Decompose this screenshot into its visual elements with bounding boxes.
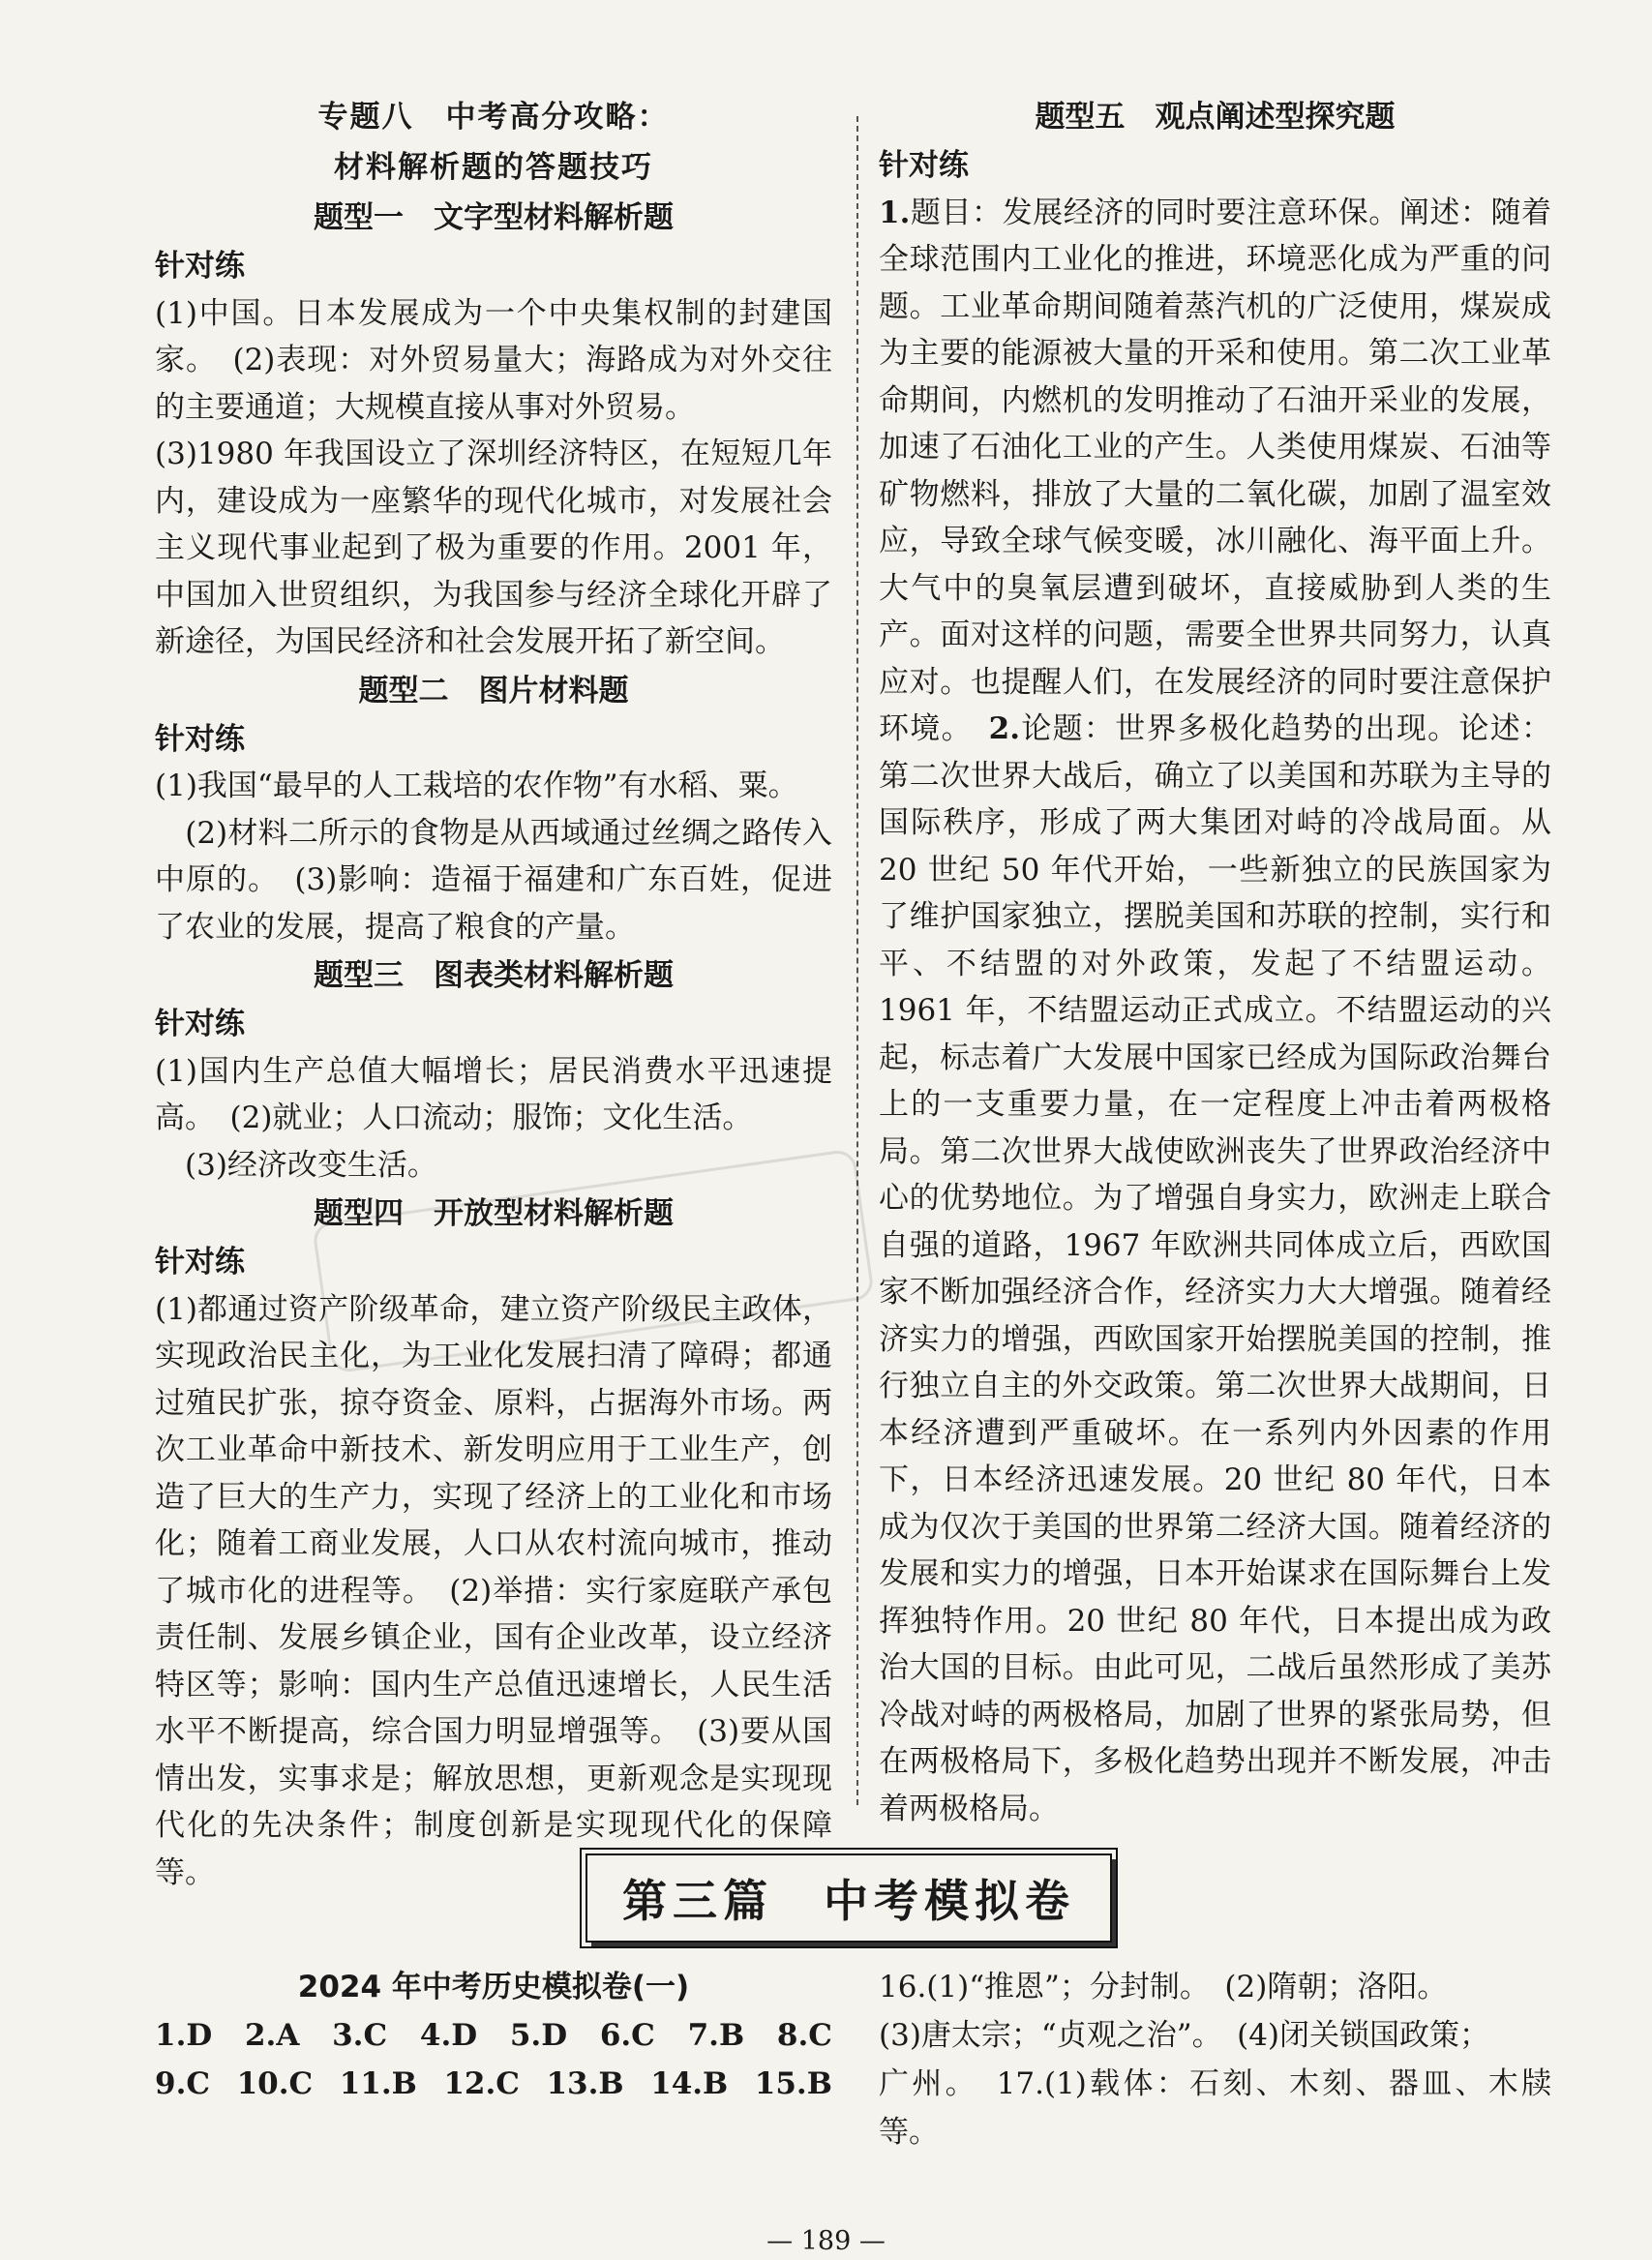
answer-item: 10.C: [236, 2066, 314, 2101]
section-heading-5: 题型五 观点阐述型探究题: [1035, 100, 1396, 135]
answer-line: 广州。 17.(1)载体：石刻、木刻、器皿、木牍等。: [879, 2066, 1551, 2150]
answer-item: 12.C: [443, 2066, 520, 2101]
item-text: 论题：世界多极化趋势的出现。论述：第二次世界大战后，确立了以美国和苏联为主导的国际秩序，形成了两大集团对峙的冷战局面。从 20 世纪 50 年代开始，一些新独立的民族国家为了维护国家独立，摆脱美国和苏联的控制，实行和平、不结盟的对外政策，发起了不结盟运动。1961 年，不结盟运动正式成立。不结盟运动的兴起，标志着广大发展中国家已经成为国际政治舞台上的一支重要力量，在一定程度上冲击着两极格局。第二次世界大战使欧洲丧失了世界政治经济中心的优势地位。为了增强自身实力，欧洲走上联合自强的道路，1967 年欧洲共同体成立后，西欧国家不断加强经济合作，经济实力大大增强。随着经济实力的增强，西欧国家开始摆脱美国的控制，推行独立自主的外交政策。第二次世界大战期间，日本经济遭到严重破坏。在一系列内外因素的作用下，日本经济迅速发展。20 世纪 80 年代，日本成为仅次于美国的世界第二经济大国。随着经济的发展和实力的增强，日本开始谋求在国际舞台上发挥独特作用。20 世纪 80 年代，日本提出成为政治大国的目标。由此可见，二战后虽然形成了美苏冷战对峙的两极格局，加剧了世界的紧张局势，但在两极格局下，多极化趋势出现并不断发展，冲击着两极格局。: [879, 711, 1552, 1826]
answer-item: 6.C: [599, 2018, 655, 2053]
practice-label-4: 针对练: [155, 1245, 245, 1280]
practice-label-2: 针对练: [155, 721, 245, 757]
section-heading-1: 题型一 文字型材料解析题: [314, 200, 674, 235]
section-heading-2: 题型二 图片材料题: [358, 673, 629, 708]
answer-row-1: [155, 2011, 832, 2060]
answer-item: 11.B: [339, 2066, 417, 2101]
answer-line: (3)唐太宗；“贞观之治”。 (4)闭关锁国政策；: [879, 2018, 1490, 2053]
exam-answers: [155, 1963, 832, 2108]
page-number: — 189 —: [766, 2226, 886, 2256]
answer-para: (3)1980 年我国设立了深圳经济特区，在短短几年内，建设成为一座繁华的现代化城市，对发展社会主义现代事业起到了极为重要的作用。2001 年，中国加入世贸组织，为我国参与经济全球化开辟了新途径，为国民经济和社会发展开拓了新空间。: [155, 437, 833, 659]
right-column: [879, 100, 1552, 1832]
answer-item: 4.D: [419, 2018, 478, 2053]
practice-label-1: 针对练: [155, 249, 245, 284]
practice-label-5: 针对练: [879, 148, 969, 183]
answer-item: 8.C: [776, 2018, 832, 2053]
answer-line: 16.(1)“推恩”；分封制。 (2)隋朝；洛阳。: [879, 1970, 1448, 2004]
exam-answers-continued: [879, 1963, 1551, 2156]
item-number: 2.: [988, 711, 1021, 746]
answer-item: 9.C: [155, 2066, 211, 2101]
practice-label-3: 针对练: [155, 1007, 245, 1041]
answer-item: 3.C: [332, 2018, 388, 2053]
answer-item: 13.B: [546, 2066, 624, 2101]
exam-title: 2024 年中考历史模拟卷(一): [297, 1970, 690, 2004]
answer-item: 5.D: [509, 2018, 568, 2053]
topic-title-1: 专题八 中考高分攻略：: [317, 100, 670, 135]
answer-para: (2)材料二所示的食物是从西域通过丝绸之路传入中原的。 (3)影响：造福于福建和广东百姓，促进了农业的发展，提高了粮食的产量。: [155, 815, 832, 945]
answer-para: (1)我国“最早的人工栽培的农作物”有水稻、粟。: [155, 768, 798, 803]
left-column: [155, 100, 833, 1896]
answer-item: 7.B: [687, 2018, 745, 2053]
answer-row-2: [155, 2060, 832, 2108]
answer-para: (3)经济改变生活。: [155, 1147, 437, 1183]
answer-item: 14.B: [650, 2066, 729, 2101]
section-heading-4: 题型四 开放型材料解析题: [314, 1196, 674, 1231]
answer-item: 1.D: [155, 2018, 213, 2053]
answer-para: (1)中国。日本发展成为一个中央集权制的封建国家。 (2)表现：对外贸易量大；海路成为对外交往的主要通道；大规模直接从事对外贸易。: [155, 295, 832, 425]
topic-title-2: 材料解析题的答题技巧: [334, 150, 653, 185]
answer-para: [879, 190, 1551, 1833]
section-banner: 第三篇 中考模拟卷: [586, 1853, 1112, 1943]
item-number: 1.: [879, 195, 911, 230]
answer-para: (1)都通过资产阶级革命，建立资产阶级民主政体，实现政治民主化，为工业化发展扫清了障碍；都通过殖民扩张，掠夺资金、原料，占据海外市场。两次工业革命中新技术、新发明应用于工业生产，创造了巨大的生产力，实现了经济上的工业化和市场化；随着工商业发展，人口从农村流向城市，推动了城市化的进程等。 (2)举措：实行家庭联产承包责任制、发展乡镇企业，国有企业改革，设立经济特区等；影响：国内生产总值迅速增长，人民生活水平不断提高，综合国力明显增强等。 (3)要从国情出发，实事求是；解放思想，更新观念是实现现代化的先决条件；制度创新是实现现代化的保障等。: [155, 1291, 832, 1890]
answer-item: 15.B: [754, 2066, 832, 2101]
answer-item: 2.A: [244, 2018, 300, 2053]
column-divider: [856, 116, 858, 1805]
item-text: 题目：发展经济的同时要注意环保。阐述：随着全球范围内工业化的推进，环境恶化成为严重的问题。工业革命期间随着蒸汽机的广泛使用，煤炭成为主要的能源被大量的开采和使用。第二次工业革命期间，内燃机的发明推动了石油开采业的发展，加速了石油化工业的产生。人类使用煤炭、石油等矿物燃料，排放了大量的二氧化碳，加剧了温室效应，导致全球气候变暖，冰川融化、海平面上升。大气中的臭氧层遭到破坏，直接威胁到人类的生产。面对这样的问题，需要全世界共同努力，认真应对。也提醒人们，在发展经济的同时要注意保护环境。: [879, 195, 1551, 746]
answer-para: (1)国内生产总值大幅增长；居民消费水平迅速提高。 (2)就业；人口流动；服饰；文化生活。: [155, 1053, 832, 1135]
section-heading-3: 题型三 图表类材料解析题: [314, 958, 674, 993]
